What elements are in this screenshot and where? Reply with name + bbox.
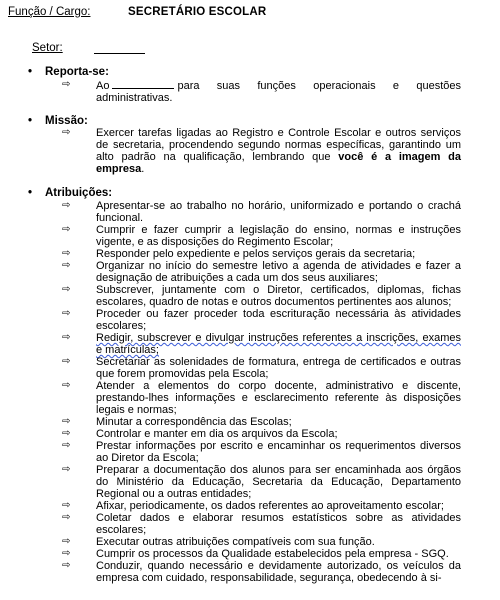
list-item-text: Minutar a correspondência das Escolas; [96, 416, 292, 428]
list-item [0, 308, 461, 332]
list-item [0, 440, 461, 464]
arrow-icon: ⇨ [62, 512, 71, 523]
list-item-text: Preparar a documentação dos alunos para ser encaminhada aos órgãos do Ministério da Educação, Secretaria da Educação, Departamento Regional ou a outras entidades; [96, 464, 461, 500]
setor-label-text: Setor [32, 42, 60, 54]
bullet-icon: • [28, 66, 33, 78]
arrow-icon: ⇨ [62, 79, 71, 90]
section-atribuicoes: • Atribuições: [28, 187, 113, 199]
list-item-text: Proceder ou fazer proceder toda escrituração necessária às atividades escolares; [96, 308, 461, 332]
list-item-text: Organizar no início do semestre letivo a agenda de atividades e fazer a designação de atribuições a cada um dos seus auxiliares; [96, 260, 461, 284]
list-item-text: Conduzir, quando necessário e devidamente autorizado, os veículos da empresa com cuidado, responsabilidade, segurança, obedecendo à si- [96, 560, 461, 584]
arrow-icon: ⇨ [62, 464, 71, 475]
page-title: SECRETÁRIO ESCOLAR [128, 6, 267, 18]
list-item-text: Controlar e manter em dia os arquivos da Escola; [96, 428, 338, 440]
list-item [0, 428, 461, 440]
arrow-icon: ⇨ [62, 200, 71, 211]
section-missao-heading: Missão [45, 115, 84, 127]
arrow-icon: ⇨ [62, 380, 71, 391]
arrow-icon: ⇨ [62, 284, 71, 295]
arrow-icon: ⇨ [62, 308, 71, 319]
list-item [0, 512, 461, 536]
arrow-icon: ⇨ [62, 332, 71, 343]
missao-text-body: Exercer tarefas ligadas ao Registro e Controle Escolar e outros serviços de secretaria, procendendo segundo normas específicas, garantindo um alto padrão na qualificação, lembrando que [96, 127, 461, 163]
bullet-icon: • [28, 115, 33, 127]
list-item-text: Apresentar-se ao trabalho no horário, uniformizado e portando o crachá funcional. [96, 200, 461, 224]
reporta-blank-line [112, 79, 174, 89]
arrow-icon: ⇨ [62, 440, 71, 451]
arrow-icon: ⇨ [62, 560, 71, 571]
list-item-text: Cumprir e fazer cumprir a legislação do ensino, normas e instruções vigente, e as disposições do Regimento Escolar; [96, 224, 461, 248]
section-atribuicoes-heading: Atribuições [45, 187, 109, 199]
missao-text [96, 127, 461, 175]
missao-emphasis: você é a imagem da empresa [96, 151, 461, 175]
list-item [0, 248, 461, 260]
list-item-text: Redigir, subscrever e divulgar instruções referentes a inscrições, exames e matrículas; [96, 332, 461, 356]
header-label: Função / Cargo: [8, 6, 91, 18]
arrow-icon: ⇨ [62, 416, 71, 427]
missao-end: . [141, 163, 145, 175]
arrow-icon: ⇨ [62, 248, 71, 259]
list-item [0, 416, 461, 428]
list-item [0, 536, 461, 548]
setor-blank-line [94, 42, 145, 54]
list-item [0, 284, 461, 308]
list-item [0, 224, 461, 248]
section-reporta: • Reporta-se: [28, 66, 109, 78]
arrow-icon: ⇨ [62, 127, 71, 138]
list-item [0, 260, 461, 284]
list-item [0, 200, 461, 224]
arrow-icon: ⇨ [62, 260, 71, 271]
section-missao: • Missão: [28, 115, 88, 127]
list-item-text: Secretariar as solenidades de formatura, entrega de certificados e outras que forem promovidas pela Escola; [96, 356, 461, 380]
list-item [0, 500, 461, 512]
list-item [0, 560, 461, 584]
list-item-text: Subscrever, juntamente com o Diretor, certificados, diplomas, fichas escolares, quadro de notas e outros documentos pertinentes aos alunos; [96, 284, 461, 308]
list-item [0, 356, 461, 380]
list-item-text: Prestar informações por escrito e encaminhar os requerimentos diversos ao Diretor da Escola; [96, 440, 461, 464]
list-item-text: Cumprir os processos da Qualidade estabelecidos pela empresa - SGQ. [96, 548, 449, 560]
section-reporta-heading: Reporta-se [45, 66, 106, 78]
arrow-icon: ⇨ [62, 224, 71, 235]
list-item [0, 548, 461, 560]
list-item [0, 380, 461, 416]
list-item-text: Coletar dados e elaborar resumos estatísticos sobre as atividades escolares; [96, 512, 461, 536]
arrow-icon: ⇨ [62, 500, 71, 511]
list-item-text: Afixar, periodicamente, os dados referentes ao aproveitamento escolar; [96, 500, 444, 512]
reporta-text [96, 79, 461, 104]
arrow-icon: ⇨ [62, 356, 71, 367]
atribuicoes-list [0, 200, 500, 584]
arrow-icon: ⇨ [62, 548, 71, 559]
list-item-text: Responder pelo expediente e pelos serviços gerais da secretaria; [96, 248, 416, 260]
reporta-suffix: para suas funções operacionais e questões administrativas. [96, 80, 461, 104]
arrow-icon: ⇨ [62, 428, 71, 439]
arrow-icon: ⇨ [62, 536, 71, 547]
list-item [0, 332, 461, 356]
bullet-icon: • [28, 187, 33, 199]
reporta-prefix: Ao [96, 80, 110, 92]
list-item-text: Atender a elementos do corpo docente, administrativo e discente, prestando-lhes informações e esclarecimento referente às disposições legais e normas; [96, 380, 461, 416]
list-item [0, 464, 461, 500]
setor-label: Setor: [32, 42, 63, 54]
list-item-text: Executar outras atribuições compatíveis com sua função. [96, 536, 375, 548]
